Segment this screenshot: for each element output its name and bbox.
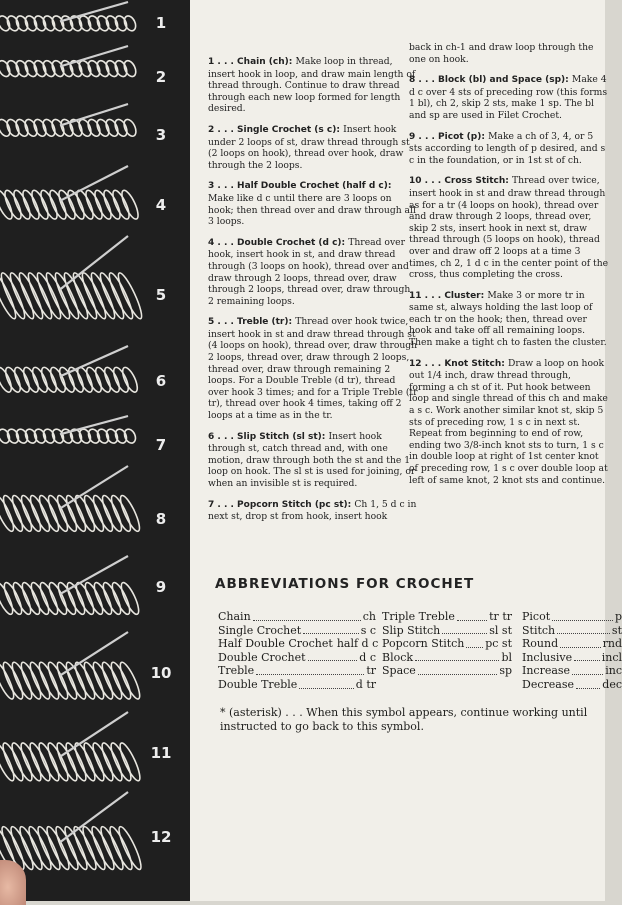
abbreviation-code: dec <box>602 677 622 691</box>
abbreviation-code: rnd <box>602 637 622 651</box>
stitch-number: 6 <box>155 372 167 390</box>
crochet-swatch <box>0 416 138 445</box>
stitch-number: 3 <box>155 126 167 144</box>
crochet-swatch <box>0 792 144 872</box>
dotted-leader <box>457 610 487 621</box>
abbreviation-row <box>522 678 622 692</box>
crochet-swatch <box>0 2 138 33</box>
abbreviation-code: pc st <box>485 637 512 651</box>
stitch-instruction-title: 1 . . . Chain (ch): <box>208 57 296 67</box>
abbreviation-term: Round <box>522 637 559 651</box>
stitch-instruction <box>208 237 418 308</box>
stitch-instruction <box>208 316 418 421</box>
dotted-leader <box>253 610 361 621</box>
abbreviation-code: tr <box>366 664 376 678</box>
abbreviation-row <box>522 610 622 624</box>
abbreviation-term: Block <box>382 650 414 664</box>
stitch-instruction-title: 5 . . . Treble (tr): <box>208 317 296 328</box>
stitch-instruction-text: Thread over hook twice, insert hook in st and draw thread through st (4 loops on hook), thread over, draw through 2 loops, thread over, draw through 2 loops, thread over, draw through remaining 2 loops. For a Double Treble (d tr), thread over hook 3 times; and for a Triple Treble (tr tr), thread over hook 4 times, taking off 2 loops at a time as in the tr. <box>208 316 418 422</box>
dotted-leader <box>308 651 358 662</box>
abbreviation-row <box>382 624 512 638</box>
abbreviation-code: sl st <box>489 623 512 637</box>
abbreviation-code: st <box>611 623 622 637</box>
abbreviation-code: d tr <box>355 677 376 691</box>
dotted-leader <box>303 624 359 635</box>
abbreviation-code: d c <box>359 650 376 664</box>
abbreviation-term: Stitch <box>522 623 556 637</box>
stitch-number: 11 <box>150 744 172 762</box>
stitch-instruction <box>409 175 609 280</box>
abbreviation-term: Triple Treble <box>382 610 455 623</box>
stitch-instruction <box>409 358 609 487</box>
stitch-instruction-text: back in ch-1 and draw loop through the one on hook. <box>409 42 594 65</box>
stitch-number: 12 <box>150 828 172 846</box>
abbreviation-row <box>522 651 622 665</box>
stitch-instruction <box>409 74 609 121</box>
abbreviation-code: tr tr <box>489 610 512 623</box>
stitch-instruction <box>208 431 418 490</box>
stitch-illustration-panel <box>0 0 190 901</box>
stitch-instruction-text: Make loop in thread, insert hook in loop, and draw main length of thread through. Continue to draw thread through each new loop formed for length desired. <box>208 56 416 115</box>
stitch-instruction-text: Make 4 d c over 4 sts of preceding row (this forms 1 bl), ch 2, skip 2 sts, make 1 sp. The bl and sp are used in Filet Crochet. <box>409 74 608 121</box>
stitch-instruction <box>208 56 418 115</box>
abbreviation-row <box>218 624 376 638</box>
stitch-instruction <box>208 180 418 227</box>
stitch-instruction <box>208 124 418 171</box>
abbreviation-row <box>218 637 379 651</box>
abbreviation-row <box>522 664 622 678</box>
abbreviation-term: Inclusive <box>522 650 573 664</box>
stitch-instruction-text: Make 3 or more tr in same st, always holding the last loop of each tr on the hook; then, thread over hook and take off all remaining loops. Then make a tight ch to fasten the cluster. <box>409 289 607 349</box>
dotted-leader <box>442 624 487 635</box>
abbreviation-term: Decrease <box>522 677 574 691</box>
abbreviations-column-1 <box>218 610 379 692</box>
dotted-leader <box>256 664 364 675</box>
stitch-instruction-title: 12 . . . Knot Stitch: <box>409 358 508 369</box>
asterisk-footnote: * (asterisk) . . . When this symbol appears, continue working until instructed to go back to this symbol. <box>220 706 588 733</box>
stitch-instruction-text: Make a ch of 3, 4, or 5 sts according to length of p desired, and s c in the foundation, or in 1st st of ch. <box>409 130 606 166</box>
stitch-number: 7 <box>155 436 167 454</box>
abbreviation-term: Slip Stitch <box>382 623 441 637</box>
stitch-instruction <box>409 42 609 65</box>
stitch-instruction-text: Thread over hook, insert hook in st, and draw thread through (3 loops on hook), thread over and draw through 2 loops, thread over, draw through 2 loops, thread over, draw through 2 remaining loops. <box>208 236 411 307</box>
stitch-instruction-title: 9 . . . Picot (p): <box>409 131 489 142</box>
stitch-instruction-title: 7 . . . Popcorn Stitch (pc st): <box>208 499 355 510</box>
abbreviation-code: bl <box>501 650 512 664</box>
crochet-swatch <box>0 466 143 533</box>
crochet-swatch <box>0 346 140 394</box>
crochet-swatch <box>0 712 143 783</box>
abbreviation-row <box>382 651 512 665</box>
dotted-leader <box>552 610 613 621</box>
abbreviation-code: sp <box>499 664 512 678</box>
abbreviation-row <box>218 664 376 678</box>
crochet-swatch <box>0 46 138 78</box>
abbreviation-row <box>522 637 622 651</box>
stitch-instruction-title: 11 . . . Cluster: <box>409 290 488 301</box>
abbreviation-term: Chain <box>218 610 251 623</box>
dotted-leader <box>574 651 600 662</box>
abbreviation-row <box>218 610 376 624</box>
abbreviation-term: Treble <box>218 664 255 678</box>
abbreviation-row <box>382 610 512 624</box>
stitch-number: 1 <box>155 14 167 32</box>
abbreviation-term: Picot <box>522 610 551 623</box>
stitch-instruction-title: 2 . . . Single Crochet (s c): <box>208 124 344 135</box>
abbreviation-code: half d c <box>336 637 379 651</box>
crochet-swatch <box>0 236 145 321</box>
stitch-instruction <box>208 499 418 523</box>
instructions-column-right <box>409 42 609 495</box>
dotted-leader <box>418 664 498 675</box>
abbreviation-row <box>218 678 376 692</box>
abbreviation-code: incl <box>601 650 622 664</box>
abbreviation-code: p <box>614 610 622 623</box>
abbreviation-row <box>218 651 376 665</box>
abbreviation-row <box>522 624 622 638</box>
abbreviation-row <box>382 664 512 678</box>
stitch-number: 9 <box>155 578 167 596</box>
stitch-number: 2 <box>155 68 167 86</box>
stitch-instruction-text: Insert hook through st, catch thread and, with one motion, draw through both the st and the 1 loop on hook. The sl st is used for joining, or when an invisible st is required. <box>208 430 416 489</box>
dotted-leader <box>560 637 600 648</box>
stitch-instruction-text: Ch 1, 5 d c in next st, drop st from hook, insert hook <box>208 498 417 523</box>
stitch-number: 4 <box>155 196 167 214</box>
abbreviation-code: s c <box>360 623 376 637</box>
abbreviation-term: Double Treble <box>218 677 298 691</box>
stitch-instruction-title: 3 . . . Half Double Crochet (half d c): <box>208 181 392 192</box>
crochet-swatch <box>0 104 138 138</box>
crochet-swatch <box>0 556 142 616</box>
dotted-leader <box>572 664 603 675</box>
abbreviations-heading: ABBREVIATIONS FOR CROCHET <box>215 576 475 592</box>
stitch-instruction <box>409 131 609 167</box>
stitch-instruction-title: 6 . . . Slip Stitch (sl st): <box>208 431 329 442</box>
abbreviation-term: Double Crochet <box>218 650 306 664</box>
dotted-leader <box>299 678 354 689</box>
dotted-leader <box>466 637 483 648</box>
stitch-instruction-title: 4 . . . Double Crochet (d c): <box>208 237 349 248</box>
stitch-instruction <box>409 290 609 349</box>
stitch-instruction-title: 8 . . . Block (bl) and Space (sp): <box>409 75 572 86</box>
crochet-swatch <box>0 166 141 221</box>
abbreviation-term: Popcorn Stitch <box>382 637 465 651</box>
abbreviation-term: Single Crochet <box>218 623 302 637</box>
crochet-swatch <box>0 632 143 701</box>
abbreviations-column-3 <box>522 610 622 692</box>
abbreviation-code: inc <box>605 664 622 678</box>
stitch-instruction-text: Insert hook under 2 loops of st, draw thread through st (2 loops on hook), thread over hook, draw through the 2 loops. <box>208 123 410 171</box>
stitch-instruction-text: Make like d c until there are 3 loops on hook; then thread over and draw through all 3 loops. <box>208 192 416 228</box>
abbreviation-code: ch <box>362 610 376 623</box>
instructions-column-left <box>208 56 418 532</box>
abbreviation-term: Space <box>382 664 416 678</box>
stitch-instruction-text: Thread over twice, insert hook in st and draw thread through as for a tr (4 loops on hook), thread over and draw through 2 loops, thread over, skip 2 sts, insert hook in next st, draw thread through (5 loops on hook), thread over and draw off 2 loops at a time 3 times, ch 2, 1 d c in the center point of the cross, thus completing the cross. <box>409 175 609 281</box>
stitch-number: 8 <box>155 510 167 528</box>
stitch-instruction-title: 10 . . . Cross Stitch: <box>409 176 513 187</box>
stitch-number: 5 <box>155 286 167 304</box>
stitch-number: 10 <box>150 664 172 682</box>
dotted-leader <box>557 624 610 635</box>
dotted-leader <box>576 678 600 689</box>
abbreviation-term: Increase <box>522 664 571 678</box>
abbreviation-term: Half Double Crochet <box>218 637 333 651</box>
stitch-instruction-text: Draw a loop on hook out 1/4 inch, draw thread through, forming a ch st of it. Put hook between loop and single thread of this ch and make a s c. Work another similar knot st, skip 5 sts of preceding row, 1 s c in next st. Repeat from beginning to end of row, ending two 3/8-inch knot sts to turn, 1 s c in double loop at right of 1st center knot of preceding row, 1 s c over double loop at left of same knot, 2 knot sts and continue. <box>409 357 608 486</box>
dotted-leader <box>415 651 499 662</box>
abbreviations-column-2 <box>382 610 512 678</box>
abbreviation-row <box>382 637 512 651</box>
